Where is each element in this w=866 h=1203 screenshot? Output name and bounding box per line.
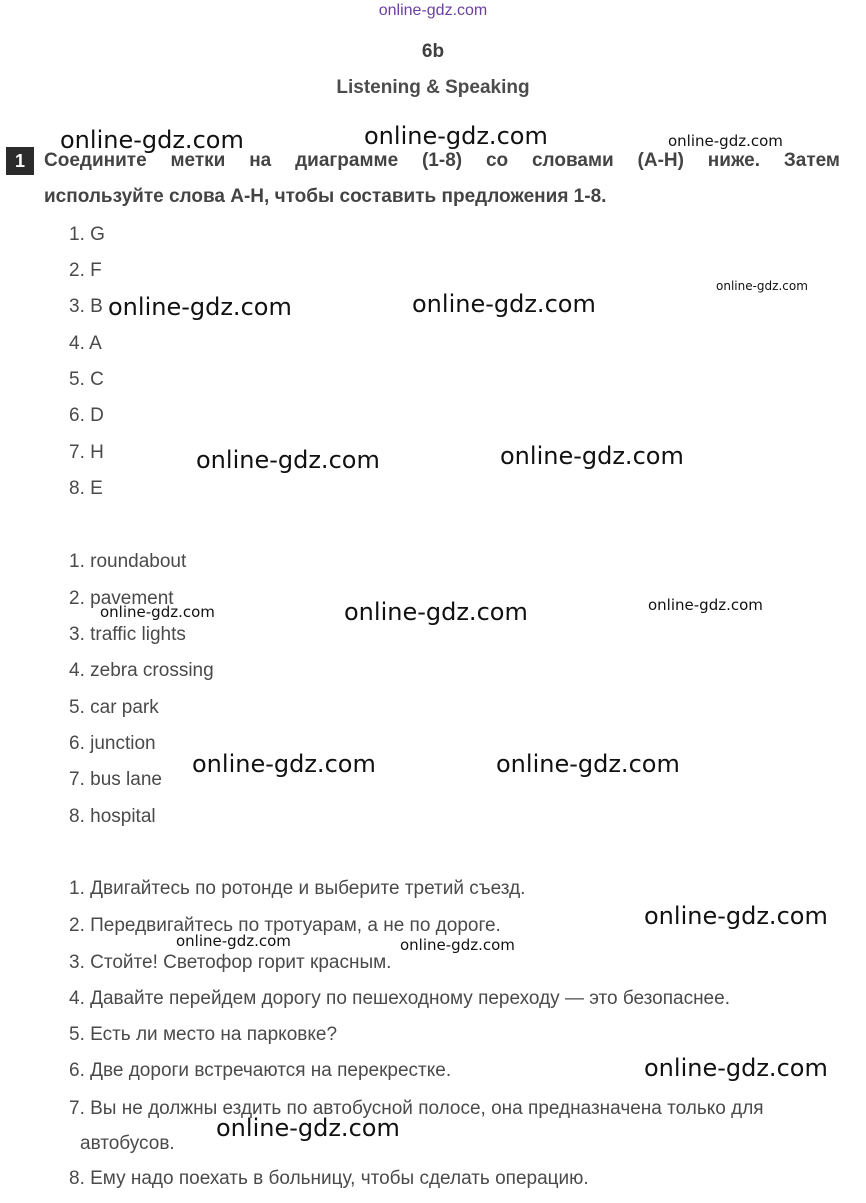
instruction-word: Соедините [44, 150, 147, 171]
watermark: online-gdz.com [60, 126, 244, 154]
watermark: online-gdz.com [196, 446, 380, 474]
word-answer-item: 8. hospital [69, 806, 156, 827]
sentence-item: 7. Вы не должны ездить по автобусной полосе, она предназначена только для [69, 1098, 764, 1119]
watermark: online-gdz.com [108, 293, 292, 321]
sentence-item: 3. Стойте! Светофор горит красным. [69, 952, 392, 973]
watermark: online-gdz.com [100, 603, 215, 621]
letter-answer-item: 2. F [69, 260, 102, 281]
instruction-word: со [485, 150, 509, 171]
word-answer-item: 6. junction [69, 733, 156, 754]
watermark: online-gdz.com [412, 290, 596, 318]
word-answer-item: 3. traffic lights [69, 624, 186, 645]
sentence-item: 6. Две дороги встречаются на перекрестке. [69, 1060, 452, 1081]
top-watermark: online-gdz.com [378, 2, 488, 19]
word-answer-item: 1. roundabout [69, 551, 187, 572]
letter-answer-item: 4. A [69, 333, 102, 354]
instruction-word: метки [170, 150, 226, 171]
letter-answer-item: 7. H [69, 442, 104, 463]
instruction-word: диаграмме [295, 150, 399, 171]
word-answer-item: 2. pavement [69, 588, 174, 609]
instruction-word: (1-8) [421, 150, 463, 171]
watermark: online-gdz.com [400, 936, 515, 954]
letter-answer-item: 8. E [69, 478, 103, 499]
instruction-word: на [249, 150, 272, 171]
instruction-word: словами [531, 150, 614, 171]
watermark: online-gdz.com [216, 1114, 400, 1142]
instruction-word: (A-H) [637, 150, 684, 171]
sentence-item-continuation: автобусов. [80, 1133, 175, 1154]
word-answer-item: 4. zebra crossing [69, 660, 214, 681]
instruction-word: ниже. [707, 150, 761, 171]
watermark: online-gdz.com [192, 750, 376, 778]
page-title: 6b [421, 41, 445, 62]
watermark: online-gdz.com [344, 598, 528, 626]
sentence-item: 5. Есть ли место на парковке? [69, 1024, 338, 1045]
instruction-word: Затем [783, 150, 840, 171]
letter-answer-item: 1. G [69, 224, 105, 245]
watermark: online-gdz.com [644, 1054, 828, 1082]
watermark: online-gdz.com [644, 902, 828, 930]
exercise-instruction-line-2: используйте слова A-H, чтобы составить предложения 1-8. [44, 186, 607, 207]
sentence-item: 8. Ему надо поехать в больницу, чтобы сделать операцию. [69, 1168, 589, 1189]
word-answer-item: 7. bus lane [69, 769, 162, 790]
watermark: online-gdz.com [668, 132, 783, 150]
sentence-item: 2. Передвигайтесь по тротуарам, а не по дороге. [69, 915, 501, 936]
watermark: online-gdz.com [176, 932, 291, 950]
watermark: online-gdz.com [496, 750, 680, 778]
exercise-number-badge: 1 [6, 147, 34, 175]
watermark: online-gdz.com [364, 122, 548, 150]
watermark: online-gdz.com [500, 442, 684, 470]
word-answer-item: 5. car park [69, 697, 159, 718]
sentence-item: 4. Давайте перейдем дорогу по пешеходному переходу — это безопаснее. [69, 988, 730, 1009]
letter-answer-item: 5. C [69, 369, 104, 390]
sentence-item: 1. Двигайтесь по ротонде и выберите третий съезд. [69, 878, 526, 899]
letter-answer-item: 3. B [69, 296, 103, 317]
letter-answer-item: 6. D [69, 405, 104, 426]
section-subtitle: Listening & Speaking [336, 77, 530, 98]
watermark: online-gdz.com [716, 279, 808, 293]
watermark: online-gdz.com [648, 596, 763, 614]
